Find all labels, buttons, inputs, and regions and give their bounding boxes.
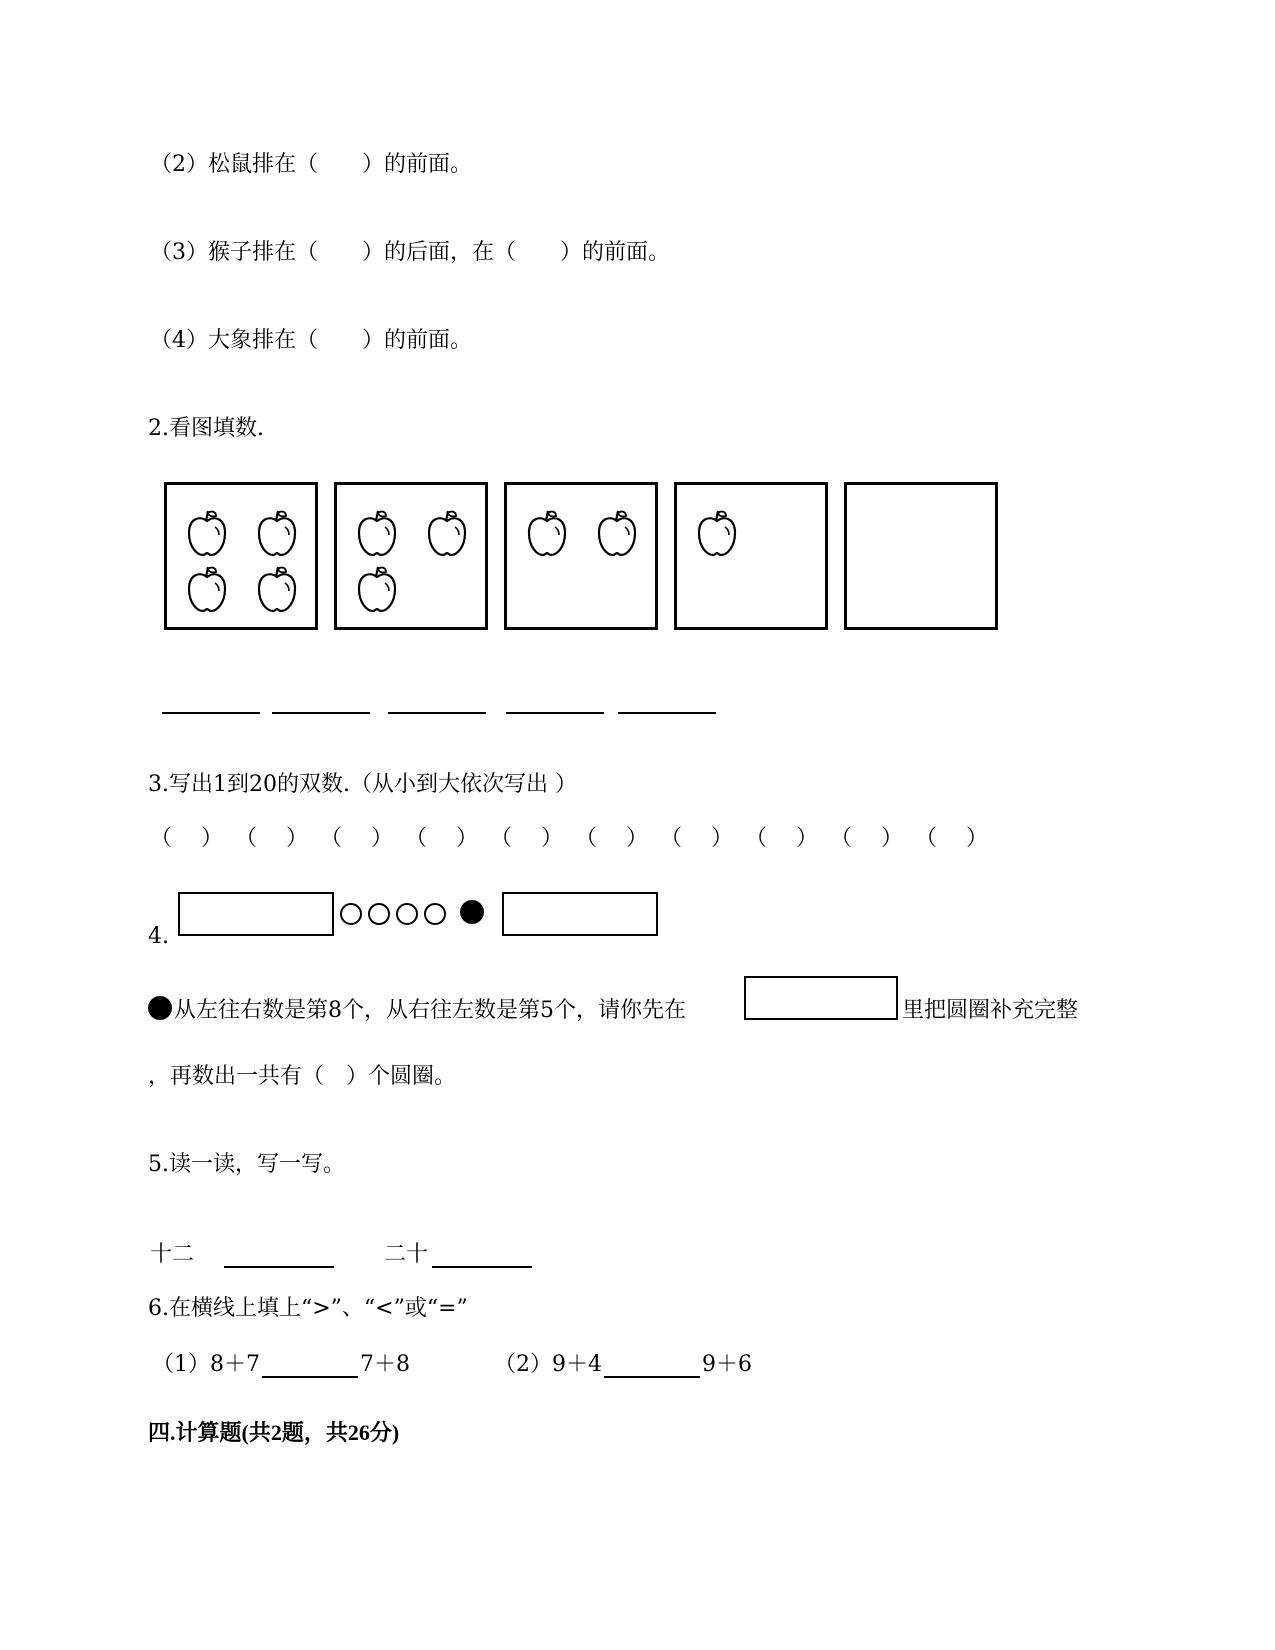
even-number-blank[interactable]: （ ） <box>745 826 818 851</box>
apple-icon <box>355 563 399 613</box>
q4-inline-box[interactable] <box>744 976 898 1020</box>
answer-blank-2[interactable] <box>272 712 370 714</box>
q4-right-empty-box[interactable] <box>502 892 658 936</box>
apple-box-5 <box>844 482 998 630</box>
apple-box-3 <box>504 482 658 630</box>
even-number-blank[interactable]: （ ） <box>660 826 733 851</box>
even-number-blank[interactable]: （ ） <box>830 826 903 851</box>
q2-title: 2.看图填数. <box>148 416 264 441</box>
apple-icon <box>425 507 469 557</box>
apple-icon <box>355 507 399 557</box>
answer-blank-1[interactable] <box>162 712 260 714</box>
apple-icon <box>255 563 299 613</box>
q5-title: 5.读一读，写一写。 <box>148 1152 345 1177</box>
apple-icon <box>525 507 569 557</box>
q6-title: 6.在横线上填上“>”、“<”或“=” <box>148 1296 468 1321</box>
q5-item-2: 二十 <box>384 1242 429 1267</box>
q4-left-empty-box[interactable] <box>178 892 334 936</box>
even-number-blank[interactable]: （ ） <box>150 826 223 851</box>
q1-line-3: （3）猴子排在（ ）的后面，在（ ）的前面。 <box>150 240 670 265</box>
q6-item-1-right: 7＋8 <box>360 1352 410 1377</box>
solid-circle-symbol <box>148 996 172 1020</box>
q5-blank-2[interactable] <box>432 1266 532 1268</box>
q4-text-line-2: ，再数出一共有（ ）个圆圈。 <box>148 1064 457 1089</box>
apple-icon <box>255 507 299 557</box>
q4-text-part-1: 从左往右数是第8个，从右往左数是第5个，请你先在 <box>174 998 686 1023</box>
q5-blank-1[interactable] <box>224 1266 334 1268</box>
even-number-blank[interactable]: （ ） <box>235 826 308 851</box>
apple-icon <box>185 507 229 557</box>
apple-icon <box>595 507 639 557</box>
even-number-blank[interactable]: （ ） <box>490 826 563 851</box>
apple-box-4 <box>674 482 828 630</box>
apple-icon <box>695 507 739 557</box>
even-number-blank[interactable]: （ ） <box>320 826 393 851</box>
apple-box-1 <box>164 482 318 630</box>
hollow-circle <box>424 903 446 925</box>
q6-item-1-left: （1）8＋7 <box>152 1352 260 1377</box>
solid-circle <box>460 900 484 924</box>
even-number-blank[interactable]: （ ） <box>405 826 478 851</box>
even-number-blank[interactable]: （ ） <box>915 826 988 851</box>
apple-icon <box>185 563 229 613</box>
q1-line-2: （2）松鼠排在（ ）的前面。 <box>150 152 472 177</box>
q6-item-2-left: （2）9＋4 <box>494 1352 602 1377</box>
answer-blank-4[interactable] <box>506 712 604 714</box>
answer-blank-3[interactable] <box>388 712 486 714</box>
hollow-circle <box>368 903 390 925</box>
answer-blank-5[interactable] <box>618 712 716 714</box>
section-4-heading: 四.计算题(共2题，共26分) <box>148 1420 400 1445</box>
even-number-blank[interactable]: （ ） <box>575 826 648 851</box>
q6-item-2-right: 9＋6 <box>702 1352 752 1377</box>
q1-line-4: （4）大象排在（ ）的前面。 <box>150 328 472 353</box>
q6-blank-1[interactable] <box>262 1376 358 1378</box>
q4-text-part-2: 里把圆圈补充完整 <box>902 998 1079 1023</box>
q3-title: 3.写出1到20的双数.（从小到大依次写出 ） <box>148 772 577 797</box>
hollow-circle <box>340 903 362 925</box>
q6-blank-2[interactable] <box>604 1376 700 1378</box>
q5-item-1: 十二 <box>150 1242 195 1267</box>
hollow-circle <box>396 903 418 925</box>
apple-box-2 <box>334 482 488 630</box>
q4-number: 4. <box>148 924 169 949</box>
